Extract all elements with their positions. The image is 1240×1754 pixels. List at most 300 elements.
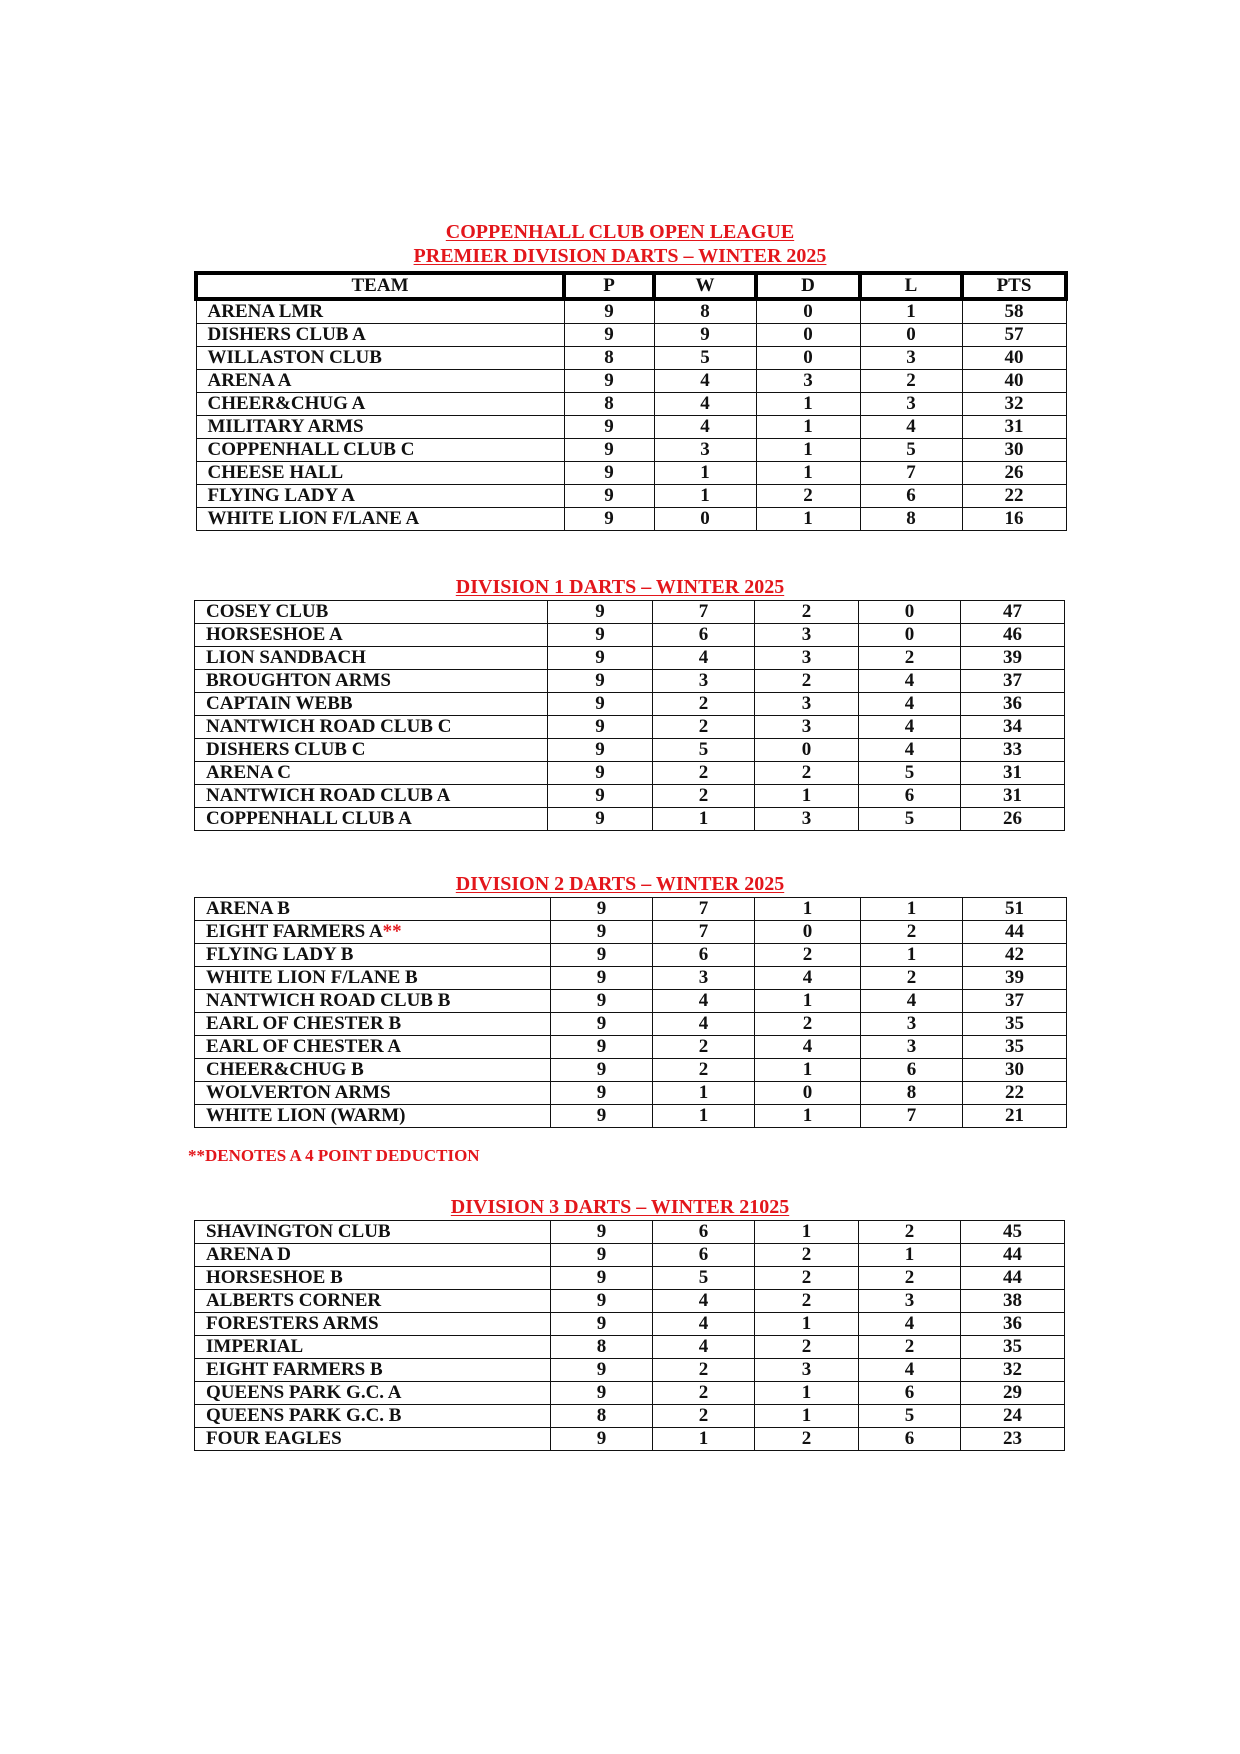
- table-row: [195, 739, 1065, 762]
- cell-played: 9: [551, 1244, 653, 1267]
- column-header-won: W: [654, 273, 756, 299]
- cell-won: 1: [653, 1428, 755, 1451]
- cell-drawn: 1: [756, 508, 860, 531]
- cell-won: 1: [654, 462, 756, 485]
- cell-points: 33: [961, 739, 1065, 762]
- cell-won: 1: [653, 808, 755, 831]
- cell-drawn: 3: [756, 370, 860, 393]
- table-row: [195, 785, 1065, 808]
- cell-won: 9: [654, 324, 756, 347]
- cell-team-name: NANTWICH ROAD CLUB A: [195, 785, 548, 808]
- cell-lost: 6: [859, 1382, 961, 1405]
- cell-drawn: 0: [756, 347, 860, 370]
- cell-lost: 2: [860, 370, 962, 393]
- cell-team-name: QUEENS PARK G.C. B: [195, 1405, 551, 1428]
- cell-team-name: FLYING LADY A: [196, 485, 564, 508]
- cell-points: 21: [963, 1105, 1067, 1128]
- cell-won: 4: [653, 647, 755, 670]
- cell-lost: 2: [859, 1221, 961, 1244]
- table-row: [195, 1382, 1065, 1405]
- cell-points: 36: [961, 1313, 1065, 1336]
- league-title: COPPENHALL CLUB OPEN LEAGUE: [445, 221, 795, 243]
- cell-drawn: 3: [755, 647, 859, 670]
- cell-lost: 2: [861, 967, 963, 990]
- cell-drawn: 1: [755, 785, 859, 808]
- cell-points: 58: [962, 299, 1066, 324]
- cell-played: 9: [551, 921, 653, 944]
- cell-played: 8: [564, 393, 654, 416]
- division-1-title: DIVISION 1 DARTS – WINTER 2025: [455, 576, 785, 598]
- cell-won: 3: [653, 967, 755, 990]
- cell-team-name: ARENA A: [196, 370, 564, 393]
- division-3-title: DIVISION 3 DARTS – WINTER 21025: [450, 1196, 790, 1218]
- cell-team-name: MILITARY ARMS: [196, 416, 564, 439]
- cell-points: 31: [962, 416, 1066, 439]
- cell-played: 9: [551, 1036, 653, 1059]
- cell-drawn: 2: [755, 944, 861, 967]
- cell-played: 9: [564, 370, 654, 393]
- cell-points: 26: [962, 462, 1066, 485]
- cell-won: 4: [653, 1313, 755, 1336]
- cell-points: 47: [961, 601, 1065, 624]
- table-row: [195, 944, 1067, 967]
- cell-lost: 8: [861, 1082, 963, 1105]
- cell-points: 30: [962, 439, 1066, 462]
- cell-lost: 3: [860, 393, 962, 416]
- cell-points: 42: [963, 944, 1067, 967]
- division-2-rows: [195, 898, 1067, 1128]
- cell-team-name: CHEER&CHUG B: [195, 1059, 551, 1082]
- cell-points: 32: [961, 1359, 1065, 1382]
- cell-won: 2: [653, 762, 755, 785]
- cell-drawn: 4: [755, 967, 861, 990]
- cell-lost: 2: [861, 921, 963, 944]
- division-3-rows: [195, 1221, 1065, 1451]
- table-row: [195, 1105, 1067, 1128]
- division-1-rows: [195, 601, 1065, 831]
- cell-lost: 1: [861, 944, 963, 967]
- column-header-played: P: [564, 273, 654, 299]
- cell-points: 40: [962, 347, 1066, 370]
- cell-points: 23: [961, 1428, 1065, 1451]
- cell-won: 0: [654, 508, 756, 531]
- cell-drawn: 2: [755, 1428, 859, 1451]
- cell-lost: 3: [861, 1013, 963, 1036]
- cell-lost: 3: [859, 1290, 961, 1313]
- cell-won: 5: [653, 739, 755, 762]
- cell-team-name: COPPENHALL CLUB C: [196, 439, 564, 462]
- cell-won: 1: [653, 1082, 755, 1105]
- table-row: [195, 1359, 1065, 1382]
- cell-points: 34: [961, 716, 1065, 739]
- cell-points: 44: [963, 921, 1067, 944]
- table-row: [195, 693, 1065, 716]
- column-header-team: TEAM: [196, 273, 564, 299]
- cell-played: 9: [564, 416, 654, 439]
- cell-lost: 0: [859, 601, 961, 624]
- cell-played: 9: [548, 601, 653, 624]
- cell-drawn: 2: [755, 762, 859, 785]
- table-row: [196, 299, 1066, 324]
- cell-points: 35: [961, 1336, 1065, 1359]
- cell-lost: 0: [860, 324, 962, 347]
- table-row: [195, 624, 1065, 647]
- cell-won: 2: [653, 693, 755, 716]
- cell-team-name: WHITE LION (WARM): [195, 1105, 551, 1128]
- cell-lost: 8: [860, 508, 962, 531]
- cell-played: 9: [548, 716, 653, 739]
- cell-drawn: 1: [755, 1059, 861, 1082]
- cell-lost: 6: [860, 485, 962, 508]
- cell-played: 9: [551, 1290, 653, 1313]
- cell-won: 2: [653, 785, 755, 808]
- cell-won: 7: [653, 601, 755, 624]
- cell-played: 9: [551, 1428, 653, 1451]
- cell-won: 3: [654, 439, 756, 462]
- cell-team-name: DISHERS CLUB A: [196, 324, 564, 347]
- deduction-marker: **: [382, 921, 402, 942]
- table-row: [196, 508, 1066, 531]
- cell-points: 22: [963, 1082, 1067, 1105]
- cell-team-name: CAPTAIN WEBB: [195, 693, 548, 716]
- cell-drawn: 0: [756, 299, 860, 324]
- table-row: [196, 370, 1066, 393]
- cell-won: 4: [654, 393, 756, 416]
- cell-played: 9: [551, 1313, 653, 1336]
- cell-drawn: 1: [756, 439, 860, 462]
- division-1-table: [194, 600, 1065, 831]
- table-row: [195, 601, 1065, 624]
- table-row: [195, 1336, 1065, 1359]
- cell-played: 9: [548, 808, 653, 831]
- column-header-lost: L: [860, 273, 962, 299]
- table-row: [195, 1428, 1065, 1451]
- table-row: [196, 393, 1066, 416]
- cell-won: 4: [653, 1290, 755, 1313]
- cell-won: 4: [653, 1013, 755, 1036]
- cell-played: 9: [548, 693, 653, 716]
- cell-lost: 4: [859, 739, 961, 762]
- cell-played: 9: [548, 647, 653, 670]
- cell-won: 8: [654, 299, 756, 324]
- cell-played: 9: [551, 1267, 653, 1290]
- cell-won: 6: [653, 624, 755, 647]
- table-row: [196, 485, 1066, 508]
- table-row: [195, 1013, 1067, 1036]
- cell-team-name: BROUGHTON ARMS: [195, 670, 548, 693]
- table-row: [195, 1059, 1067, 1082]
- cell-team-name: ARENA B: [195, 898, 551, 921]
- cell-played: 9: [551, 944, 653, 967]
- cell-drawn: 0: [755, 739, 859, 762]
- cell-won: 4: [654, 370, 756, 393]
- table-row: [196, 462, 1066, 485]
- cell-played: 8: [551, 1405, 653, 1428]
- cell-played: 9: [564, 485, 654, 508]
- cell-team-name: EIGHT FARMERS B: [195, 1359, 551, 1382]
- cell-lost: 6: [859, 785, 961, 808]
- cell-lost: 6: [859, 1428, 961, 1451]
- cell-points: 31: [961, 762, 1065, 785]
- cell-played: 9: [551, 1059, 653, 1082]
- cell-team-name: ARENA LMR: [196, 299, 564, 324]
- cell-drawn: 1: [755, 990, 861, 1013]
- table-row: [195, 990, 1067, 1013]
- table-row: [195, 1244, 1065, 1267]
- table-row: [195, 647, 1065, 670]
- cell-lost: 3: [860, 347, 962, 370]
- cell-won: 6: [653, 1221, 755, 1244]
- division-2-table: [194, 897, 1067, 1128]
- cell-team-name: LION SANDBACH: [195, 647, 548, 670]
- table-row: [195, 716, 1065, 739]
- cell-played: 9: [564, 462, 654, 485]
- cell-played: 9: [548, 624, 653, 647]
- cell-points: 46: [961, 624, 1065, 647]
- cell-won: 1: [653, 1105, 755, 1128]
- table-row: [195, 1221, 1065, 1244]
- cell-team-name: EARL OF CHESTER A: [195, 1036, 551, 1059]
- cell-played: 9: [564, 508, 654, 531]
- cell-played: 9: [551, 1082, 653, 1105]
- division-2-title: DIVISION 2 DARTS – WINTER 2025: [455, 873, 785, 895]
- cell-won: 7: [653, 898, 755, 921]
- cell-won: 6: [653, 944, 755, 967]
- table-row: [195, 1290, 1065, 1313]
- cell-points: 40: [962, 370, 1066, 393]
- cell-team-name: EIGHT FARMERS A**: [195, 921, 551, 944]
- cell-lost: 5: [859, 762, 961, 785]
- cell-won: 4: [653, 1336, 755, 1359]
- cell-points: 44: [961, 1244, 1065, 1267]
- cell-team-name: NANTWICH ROAD CLUB B: [195, 990, 551, 1013]
- cell-drawn: 1: [755, 898, 861, 921]
- table-row: [196, 416, 1066, 439]
- cell-lost: 1: [860, 299, 962, 324]
- cell-team-name: DISHERS CLUB C: [195, 739, 548, 762]
- cell-lost: 2: [859, 1336, 961, 1359]
- cell-drawn: 3: [755, 716, 859, 739]
- cell-won: 2: [653, 1359, 755, 1382]
- cell-lost: 7: [861, 1105, 963, 1128]
- cell-drawn: 2: [755, 670, 859, 693]
- cell-points: 37: [961, 670, 1065, 693]
- cell-points: 36: [961, 693, 1065, 716]
- premier-division-table: [194, 271, 1068, 531]
- cell-points: 45: [961, 1221, 1065, 1244]
- cell-won: 2: [653, 1382, 755, 1405]
- cell-drawn: 2: [755, 1244, 859, 1267]
- cell-points: 22: [962, 485, 1066, 508]
- cell-drawn: 1: [755, 1105, 861, 1128]
- cell-lost: 4: [861, 990, 963, 1013]
- cell-won: 6: [653, 1244, 755, 1267]
- cell-team-name: EARL OF CHESTER B: [195, 1013, 551, 1036]
- cell-team-name: FORESTERS ARMS: [195, 1313, 551, 1336]
- cell-lost: 4: [860, 416, 962, 439]
- cell-team-name: ARENA D: [195, 1244, 551, 1267]
- cell-points: 38: [961, 1290, 1065, 1313]
- cell-team-name: HORSESHOE B: [195, 1267, 551, 1290]
- cell-drawn: 1: [756, 393, 860, 416]
- table-row: [195, 670, 1065, 693]
- cell-lost: 4: [859, 670, 961, 693]
- table-row: [195, 1313, 1065, 1336]
- cell-won: 5: [653, 1267, 755, 1290]
- table-row: [195, 898, 1067, 921]
- cell-points: 37: [963, 990, 1067, 1013]
- table-row: [196, 347, 1066, 370]
- cell-played: 9: [564, 324, 654, 347]
- cell-drawn: 4: [755, 1036, 861, 1059]
- cell-lost: 1: [861, 898, 963, 921]
- cell-played: 9: [564, 299, 654, 324]
- cell-points: 35: [963, 1036, 1067, 1059]
- cell-played: 9: [548, 670, 653, 693]
- cell-team-name: SHAVINGTON CLUB: [195, 1221, 551, 1244]
- cell-team-name: WOLVERTON ARMS: [195, 1082, 551, 1105]
- premier-division-rows: [196, 299, 1066, 531]
- cell-drawn: 3: [755, 693, 859, 716]
- cell-team-name: ARENA C: [195, 762, 548, 785]
- table-row: [196, 324, 1066, 347]
- cell-points: 35: [963, 1013, 1067, 1036]
- cell-played: 9: [551, 967, 653, 990]
- cell-played: 9: [548, 785, 653, 808]
- cell-points: 57: [962, 324, 1066, 347]
- cell-drawn: 3: [755, 624, 859, 647]
- cell-lost: 6: [861, 1059, 963, 1082]
- cell-team-name: CHEESE HALL: [196, 462, 564, 485]
- table-row: [196, 439, 1066, 462]
- cell-lost: 4: [859, 716, 961, 739]
- cell-points: 26: [961, 808, 1065, 831]
- cell-team-name: QUEENS PARK G.C. A: [195, 1382, 551, 1405]
- cell-points: 39: [961, 647, 1065, 670]
- cell-points: 31: [961, 785, 1065, 808]
- premier-division-title: PREMIER DIVISION DARTS – WINTER 2025: [413, 245, 827, 267]
- cell-drawn: 0: [755, 921, 861, 944]
- cell-played: 9: [551, 1382, 653, 1405]
- cell-points: 29: [961, 1382, 1065, 1405]
- cell-played: 9: [548, 762, 653, 785]
- cell-drawn: 2: [755, 601, 859, 624]
- cell-won: 5: [654, 347, 756, 370]
- cell-won: 3: [653, 670, 755, 693]
- cell-lost: 4: [859, 1359, 961, 1382]
- cell-team-name: COPPENHALL CLUB A: [195, 808, 548, 831]
- cell-team-name: WILLASTON CLUB: [196, 347, 564, 370]
- cell-team-name: IMPERIAL: [195, 1336, 551, 1359]
- cell-drawn: 0: [756, 324, 860, 347]
- cell-drawn: 0: [755, 1082, 861, 1105]
- cell-lost: 5: [859, 1405, 961, 1428]
- cell-points: 32: [962, 393, 1066, 416]
- cell-lost: 4: [859, 693, 961, 716]
- cell-won: 2: [653, 1059, 755, 1082]
- cell-played: 9: [548, 739, 653, 762]
- cell-drawn: 1: [755, 1405, 859, 1428]
- cell-drawn: 3: [755, 808, 859, 831]
- cell-lost: 5: [859, 808, 961, 831]
- cell-team-name: FOUR EAGLES: [195, 1428, 551, 1451]
- cell-lost: 4: [859, 1313, 961, 1336]
- table-row: [195, 1267, 1065, 1290]
- cell-team-name: WHITE LION F/LANE B: [195, 967, 551, 990]
- cell-lost: 3: [861, 1036, 963, 1059]
- cell-drawn: 2: [756, 485, 860, 508]
- cell-drawn: 3: [755, 1359, 859, 1382]
- table-row: [195, 1036, 1067, 1059]
- cell-lost: 2: [859, 1267, 961, 1290]
- cell-points: 39: [963, 967, 1067, 990]
- cell-points: 44: [961, 1267, 1065, 1290]
- cell-team-name: FLYING LADY B: [195, 944, 551, 967]
- cell-won: 2: [653, 1036, 755, 1059]
- cell-team-name: HORSESHOE A: [195, 624, 548, 647]
- cell-drawn: 1: [756, 416, 860, 439]
- cell-played: 9: [551, 1105, 653, 1128]
- cell-lost: 0: [859, 624, 961, 647]
- table-row: [195, 921, 1067, 944]
- division-3-table: [194, 1220, 1065, 1451]
- cell-won: 7: [653, 921, 755, 944]
- cell-won: 1: [654, 485, 756, 508]
- cell-points: 24: [961, 1405, 1065, 1428]
- cell-drawn: 1: [755, 1313, 859, 1336]
- cell-drawn: 1: [755, 1221, 859, 1244]
- cell-lost: 2: [859, 647, 961, 670]
- cell-drawn: 2: [755, 1336, 859, 1359]
- cell-played: 9: [564, 439, 654, 462]
- cell-won: 4: [654, 416, 756, 439]
- cell-won: 4: [653, 990, 755, 1013]
- cell-team-name: ALBERTS CORNER: [195, 1290, 551, 1313]
- cell-points: 30: [963, 1059, 1067, 1082]
- cell-team-name: CHEER&CHUG A: [196, 393, 564, 416]
- cell-team-name: NANTWICH ROAD CLUB C: [195, 716, 548, 739]
- cell-points: 51: [963, 898, 1067, 921]
- cell-drawn: 1: [756, 462, 860, 485]
- cell-drawn: 2: [755, 1267, 859, 1290]
- cell-team-name: WHITE LION F/LANE A: [196, 508, 564, 531]
- cell-drawn: 2: [755, 1290, 859, 1313]
- cell-played: 8: [564, 347, 654, 370]
- cell-points: 16: [962, 508, 1066, 531]
- cell-played: 9: [551, 990, 653, 1013]
- cell-team-name: COSEY CLUB: [195, 601, 548, 624]
- table-row: [195, 967, 1067, 990]
- table-row: [195, 808, 1065, 831]
- cell-played: 9: [551, 1359, 653, 1382]
- cell-drawn: 2: [755, 1013, 861, 1036]
- table-row: [195, 1405, 1065, 1428]
- table-header-row: [196, 273, 1066, 299]
- deduction-footnote: **DENOTES A 4 POINT DEDUCTION: [188, 1146, 480, 1165]
- cell-played: 8: [551, 1336, 653, 1359]
- cell-lost: 7: [860, 462, 962, 485]
- cell-won: 2: [653, 1405, 755, 1428]
- cell-drawn: 1: [755, 1382, 859, 1405]
- cell-won: 2: [653, 716, 755, 739]
- cell-lost: 1: [859, 1244, 961, 1267]
- column-header-drawn: D: [756, 273, 860, 299]
- table-row: [195, 762, 1065, 785]
- cell-lost: 5: [860, 439, 962, 462]
- cell-played: 9: [551, 1221, 653, 1244]
- cell-played: 9: [551, 898, 653, 921]
- cell-played: 9: [551, 1013, 653, 1036]
